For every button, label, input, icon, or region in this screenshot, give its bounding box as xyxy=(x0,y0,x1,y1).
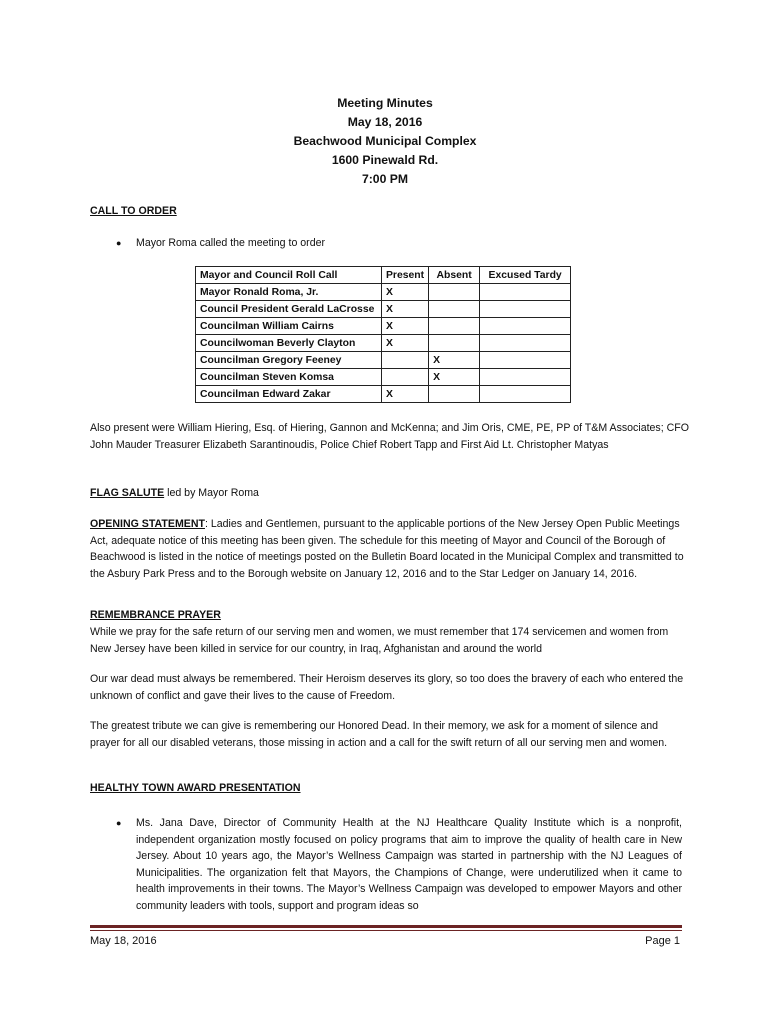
table-row xyxy=(196,335,571,352)
tardy-mark xyxy=(480,335,571,352)
remembrance-paragraph-3: The greatest tribute we can give is remembering our Honored Dead. In their memory, we ask for a moment of silence and prayer for all our disabled veterans, those missing in action and a call for the swift return of all our serving men and women. xyxy=(90,720,668,749)
title-date: May 18, 2016 xyxy=(347,115,423,129)
absent-mark xyxy=(429,301,480,318)
header-roll-call: Mayor and Council Roll Call xyxy=(196,267,382,284)
table-row xyxy=(196,318,571,335)
flag-salute-paragraph xyxy=(90,485,690,502)
footer-divider xyxy=(90,925,682,928)
tardy-mark xyxy=(480,369,571,386)
title-address: 1600 Pinewald Rd. xyxy=(331,153,439,167)
also-present-paragraph: Also present were William Hiering, Esq. of Hiering, Gannon and McKenna; and Jim Oris, CME, PE, PP of T&M Associates; CFO John Mauder Treasurer Elizabeth Sarantinoudis, Police Chief Robert Tapp and First Aid Lt. Christopher Matyas xyxy=(90,422,689,451)
flag-salute-text: led by Mayor Roma xyxy=(164,487,259,499)
bullet-icon: ● xyxy=(116,818,122,828)
table-row xyxy=(196,301,571,318)
present-mark: X xyxy=(382,318,429,335)
member-name: Councilman Edward Zakar xyxy=(196,386,382,403)
footer-divider-thin xyxy=(90,930,682,931)
header-excused-tardy: Excused Tardy xyxy=(480,267,571,284)
present-mark: X xyxy=(382,386,429,403)
opening-statement-text: : Ladies and Gentlemen, pursuant to the applicable portions of the New Jersey Open Public Meetings Act, adequate notice of this meeting has been given. The schedule for this meeting of Mayor and Council of the Borough of Beachwood is listed in the notice of meetings posted on the Bulletin Board located in the Municipal Complex and transmitted to the Asbury Park Press and to the Borough website on January 12, 2016 and to the Star Ledger on January 14, 2016. xyxy=(90,518,684,580)
table-row xyxy=(196,386,571,403)
present-mark xyxy=(382,369,429,386)
tardy-mark xyxy=(480,301,571,318)
absent-mark xyxy=(429,386,480,403)
table-row xyxy=(196,284,571,301)
tardy-mark xyxy=(480,386,571,403)
absent-mark xyxy=(429,335,480,352)
healthy-town-bullet: Ms. Jana Dave, Director of Community Health at the NJ Healthcare Quality Institute which is a nonprofit, independent organization mostly focused on policy programs that aim to improve the quality of health care in New Jersey. About 10 years ago, the Mayor’s Wellness Campaign was started in partnership with the NJ Leagues of Municipalities. The organization felt that Mayors, the Champions of Change, were underutilized when it came to health improvements in their towns. The Mayor’s Wellness Campaign was developed to empower Mayors and other community leaders with tools, support and program ideas so xyxy=(136,817,682,912)
opening-statement-heading: OPENING STATEMENT xyxy=(90,518,205,530)
member-name: Councilwoman Beverly Clayton xyxy=(196,335,382,352)
member-name: Councilman Gregory Feeney xyxy=(196,352,382,369)
header-absent: Absent xyxy=(429,267,480,284)
document-title-block xyxy=(0,94,770,189)
present-mark: X xyxy=(382,301,429,318)
roll-call-table xyxy=(195,266,571,403)
remembrance-paragraph-2: Our war dead must always be remembered. Their Heroism deserves its glory, so too does the bravery of each who entered the unknown of conflict and gave their lives to the cause of Freedom. xyxy=(90,673,684,702)
absent-mark: X xyxy=(429,369,480,386)
opening-statement-paragraph xyxy=(90,516,690,582)
title-location: Beachwood Municipal Complex xyxy=(293,134,477,148)
member-name: Councilman William Cairns xyxy=(196,318,382,335)
call-to-order-heading: CALL TO ORDER xyxy=(90,205,177,217)
absent-mark xyxy=(429,318,480,335)
table-row xyxy=(196,369,571,386)
remembrance-prayer-heading: REMEMBRANCE PRAYER xyxy=(90,609,221,621)
remembrance-paragraph-1: While we pray for the safe return of our serving men and women, we must remember that 174 servicemen and women from New Jersey have been killed in service for our country, in Iraq, Afghanistan and around the world xyxy=(90,626,669,655)
header-present: Present xyxy=(382,267,429,284)
title-time: 7:00 PM xyxy=(361,172,409,186)
member-name: Councilman Steven Komsa xyxy=(196,369,382,386)
bullet-icon: ● xyxy=(116,238,122,248)
member-name: Council President Gerald LaCrosse xyxy=(196,301,382,318)
healthy-town-heading: HEALTHY TOWN AWARD PRESENTATION xyxy=(90,782,301,794)
call-to-order-bullet: Mayor Roma called the meeting to order xyxy=(136,237,326,249)
tardy-mark xyxy=(480,352,571,369)
present-mark: X xyxy=(382,335,429,352)
footer-date: May 18, 2016 xyxy=(90,935,157,947)
flag-salute-heading: FLAG SALUTE xyxy=(90,487,165,499)
title-line: Meeting Minutes xyxy=(337,96,433,110)
present-mark: X xyxy=(382,284,429,301)
absent-mark: X xyxy=(429,352,480,369)
absent-mark xyxy=(429,284,480,301)
present-mark xyxy=(382,352,429,369)
table-row xyxy=(196,352,571,369)
member-name: Mayor Ronald Roma, Jr. xyxy=(196,284,382,301)
tardy-mark xyxy=(480,284,571,301)
roll-call-header-row xyxy=(196,267,571,284)
footer-page-number: Page 1 xyxy=(645,935,680,947)
tardy-mark xyxy=(480,318,571,335)
